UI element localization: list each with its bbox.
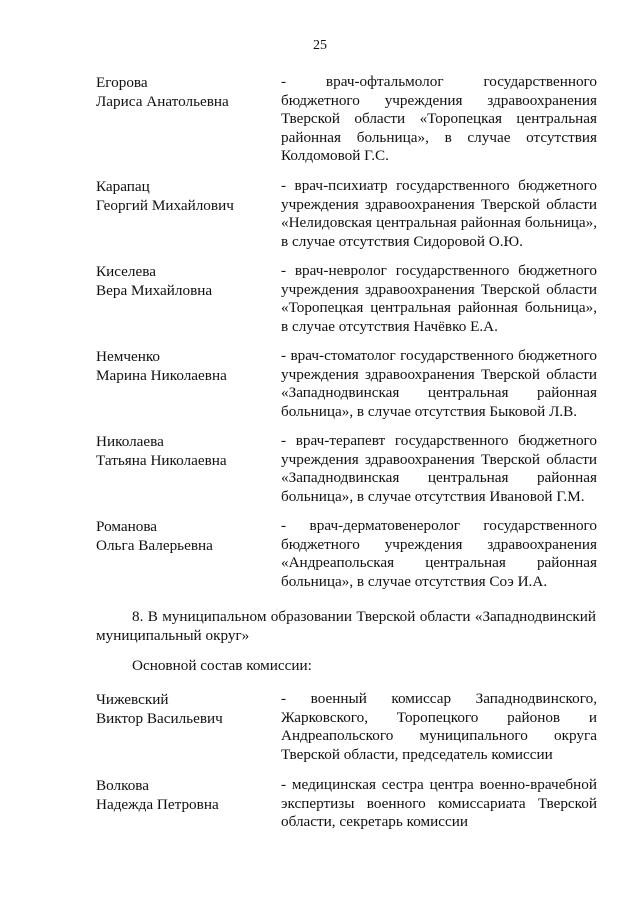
- page-number: 25: [313, 38, 327, 53]
- composition-label: Основной состав комиссии:: [132, 657, 312, 674]
- person-position: [281, 262, 597, 336]
- position-line: «Нелидовская центральная районная больница»,: [281, 214, 597, 232]
- person-position: [281, 776, 597, 832]
- person-name: [96, 347, 276, 385]
- position-line: «Западнодвинская центральная районная: [281, 469, 597, 487]
- position-line: - врач-невролог государственного бюджетного: [281, 262, 597, 279]
- person-name: [96, 262, 276, 300]
- person-name: [96, 177, 276, 215]
- person-position: [281, 517, 597, 591]
- position-line: - врач-стоматолог государственного бюджетного: [281, 347, 597, 364]
- position-line: - врач-дерматовенеролог государственного: [281, 517, 597, 534]
- person-name: [96, 73, 276, 111]
- person-surname: Чижевский: [96, 691, 169, 708]
- person-given-name: Ольга Валерьевна: [96, 537, 213, 554]
- person-surname: Карапац: [96, 178, 150, 195]
- position-line: бюджетного учреждения здравоохранения: [281, 91, 597, 109]
- person-surname: Николаева: [96, 433, 164, 450]
- person-name: [96, 432, 276, 470]
- position-line: учреждения здравоохранения Тверской области: [281, 195, 597, 213]
- position-line: Колдомовой Г.С.: [281, 147, 389, 165]
- position-line: - врач-психиатр государственного бюджетного: [281, 177, 597, 194]
- position-line: Тверской области, председатель комиссии: [281, 745, 553, 763]
- person-surname: Киселева: [96, 263, 156, 280]
- person-position: [281, 690, 597, 764]
- position-line: учреждения здравоохранения Тверской области: [281, 365, 597, 383]
- section-heading: 8. В муниципальном образовании Тверской области «Западнодвинский муниципальный округ»: [96, 608, 596, 644]
- position-line: «Андреапольская центральная районная: [281, 554, 597, 572]
- position-line: экспертизы военного комиссариата Тверской: [281, 794, 597, 812]
- person-given-name: Вера Михайловна: [96, 282, 213, 299]
- position-line: «Западнодвинская центральная районная: [281, 384, 597, 402]
- position-line: больница», в случае отсутствия Соэ И.А.: [281, 572, 548, 590]
- person-surname: Волкова: [96, 777, 150, 794]
- position-line: - военный комиссар Западнодвинского,: [281, 690, 597, 707]
- position-line: в случае отсутствия Сидоровой О.Ю.: [281, 232, 523, 250]
- position-line: бюджетного учреждения здравоохранения: [281, 535, 597, 553]
- person-given-name: Надежда Петровна: [96, 796, 219, 813]
- position-line: «Торопецкая центральная районная больница»,: [281, 299, 597, 317]
- person-given-name: Марина Николаевна: [96, 367, 227, 384]
- position-line: - медицинская сестра центра военно-врачебной: [281, 776, 597, 793]
- position-line: больница», в случае отсутствия Ивановой Г.М.: [281, 487, 585, 505]
- person-given-name: Татьяна Николаевна: [96, 452, 227, 469]
- person-given-name: Георгий Михайлович: [96, 197, 234, 214]
- position-line: учреждения здравоохранения Тверской области: [281, 450, 597, 468]
- person-surname: Романова: [96, 518, 158, 535]
- person-name: [96, 776, 276, 814]
- person-name: [96, 690, 276, 728]
- person-position: [281, 347, 597, 421]
- person-given-name: Виктор Васильевич: [96, 710, 223, 727]
- person-position: [281, 73, 597, 166]
- position-line: в случае отсутствия Начёвко Е.А.: [281, 317, 498, 335]
- position-line: - врач-офтальмолог государственного: [281, 73, 597, 90]
- position-line: больница», в случае отсутствия Быковой Л.В.: [281, 402, 578, 420]
- position-line: Андреапольского муниципального округа: [281, 727, 597, 745]
- person-position: [281, 177, 597, 251]
- person-surname: Егорова: [96, 74, 148, 91]
- position-line: Жарковского, Торопецкого районов и: [281, 708, 597, 726]
- position-line: учреждения здравоохранения Тверской области: [281, 280, 597, 298]
- position-line: области, секретарь комиссии: [281, 813, 469, 831]
- position-line: районная больница», в случае отсутствия: [281, 128, 597, 146]
- person-surname: Немченко: [96, 348, 161, 365]
- position-line: Тверской области «Торопецкая центральная: [281, 110, 597, 128]
- person-name: [96, 517, 276, 555]
- person-given-name: Лариса Анатольевна: [96, 93, 229, 110]
- person-position: [281, 432, 597, 506]
- position-line: - врач-терапевт государственного бюджетного: [281, 432, 597, 449]
